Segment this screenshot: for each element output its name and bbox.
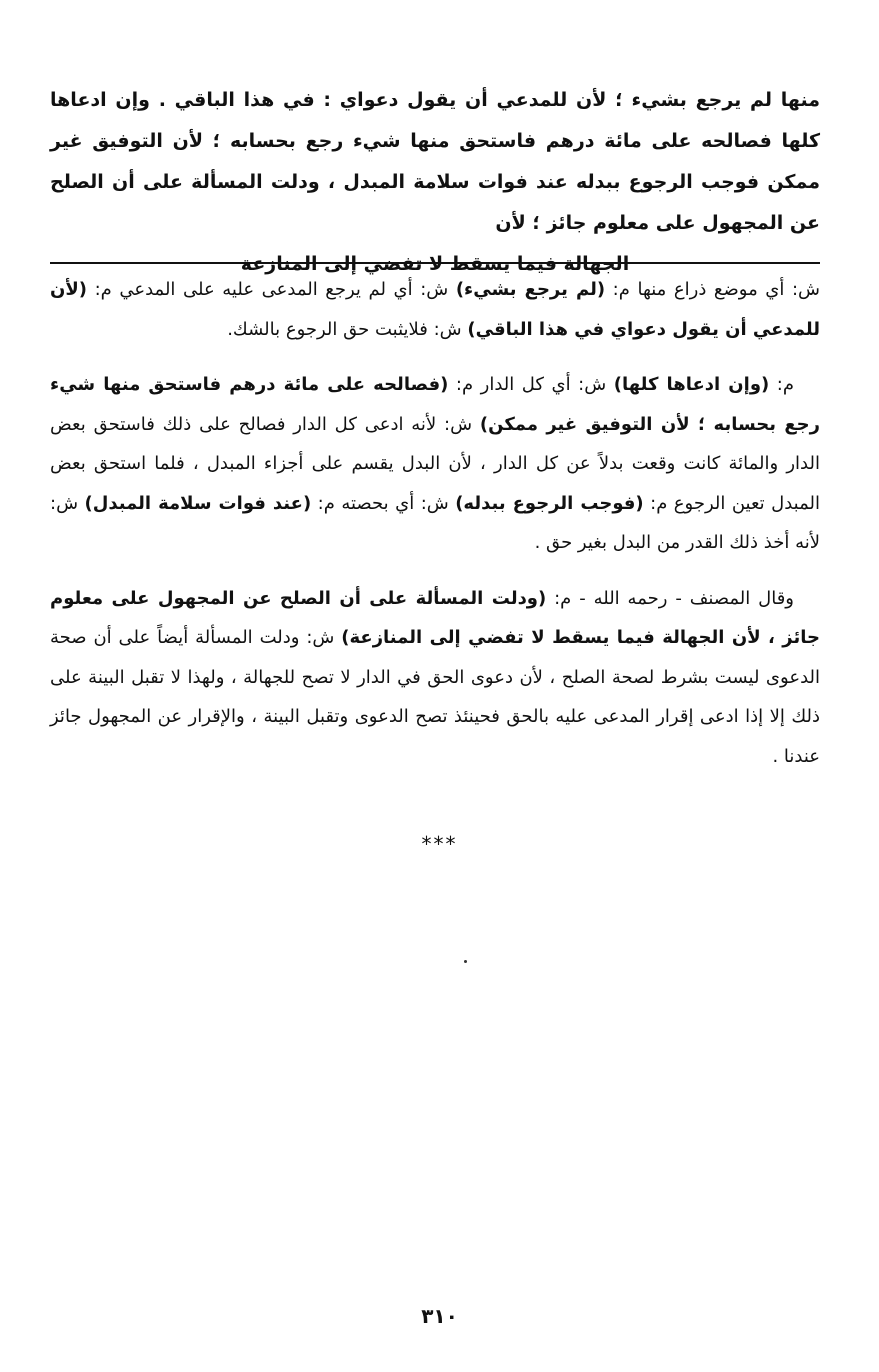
quoted-text: (ودلت المسألة على أن الصلح عن المجهول على معلوم جائز ، لأن الجهالة فيما يسقط لا تفضي إلى المنازعة): [50, 587, 820, 648]
main-text-line-3: عند فوات سلامة المبدل ، ودلت المسألة على أن الصلح عن المجهول على معلوم جائز ؛ لأن: [50, 171, 820, 234]
main-text-line-1: منها لم يرجع بشيء ؛ لأن للمدعي أن يقول دعواي : في هذا الباقي . وإن ادعاها كلها فصالحه: [50, 89, 820, 152]
commentary-text: ش: أي كل الدار م:: [448, 374, 614, 395]
commentary: [50, 270, 820, 792]
commentary-text: ش: ودلت المسألة أيضاً على أن صحة الدعوى ليست بشرط لصحة الصلح ، لأن دعوى الحق في الدار لا تصح للجهالة ، ولهذا لا تقبل البينة على ذلك إلا إذا ادعى إقرار المدعى عليه بالحق فحينئذ تصح الدعوى وتقبل البينة ، والإقرار عن المجهول جائز عندنا .: [50, 627, 820, 767]
quoted-text: (لم يرجع بشيء): [455, 279, 606, 300]
commentary-text: م:: [769, 374, 795, 395]
quoted-text: (فصالحه على مائة درهم فاستحق منها شيء رجع بحسابه ؛ لأن التوفيق غير ممكن): [50, 374, 821, 435]
commentary-text: ش: أي موضع ذراع منها م:: [605, 279, 820, 300]
commentary-text: ش: لأنه ادعى كل الدار فصالح على ذلك فاستحق بعض الدار والمائة كانت وقعت بدلاً عن كل الدار ، لأن البدل يقسم على أجزاء المبدل ، فلما استحق بعض المبدل تعين الرجوع م:: [50, 413, 821, 514]
commentary-text: ش: أي بحصته م:: [311, 492, 456, 514]
commentary-paragraph-2: [50, 365, 820, 563]
main-text-line-2: على مائة درهم فاستحق منها شيء رجع بحسابه ؛ لأن التوفيق غير ممكن فوجب الرجوع ببدله: [50, 130, 820, 193]
main-text: [50, 80, 820, 285]
section-separator: ***: [421, 832, 458, 856]
page-number: ٣١٠: [421, 1304, 458, 1328]
commentary-paragraph-1: [50, 270, 820, 349]
commentary-text: ش: فلايثبت حق الرجوع بالشك.: [227, 318, 468, 340]
commentary-text: ش: أي لم يرجع المدعى عليه على المدعي م:: [87, 279, 456, 300]
stray-dot: [464, 960, 467, 963]
quoted-text: (وإن ادعاها كلها): [613, 374, 770, 395]
commentary-text: وقال المصنف - رحمه الله - م:: [546, 587, 794, 609]
quoted-text: (عند فوات سلامة المبدل): [84, 492, 312, 514]
commentary-text: ش: لأنه أخذ ذلك القدر من البدل بغير حق .: [50, 492, 820, 553]
main-text-line-4: الجهالة فيما يسقط لا تفضي إلى المنازعة: [240, 253, 630, 275]
footnote-divider: [50, 262, 820, 264]
quoted-text: (فوجب الرجوع ببدله): [455, 492, 644, 514]
quoted-text: (لأن للمدعي أن يقول دعواي في هذا الباقي): [50, 279, 820, 340]
commentary-paragraph-3: [50, 579, 820, 777]
